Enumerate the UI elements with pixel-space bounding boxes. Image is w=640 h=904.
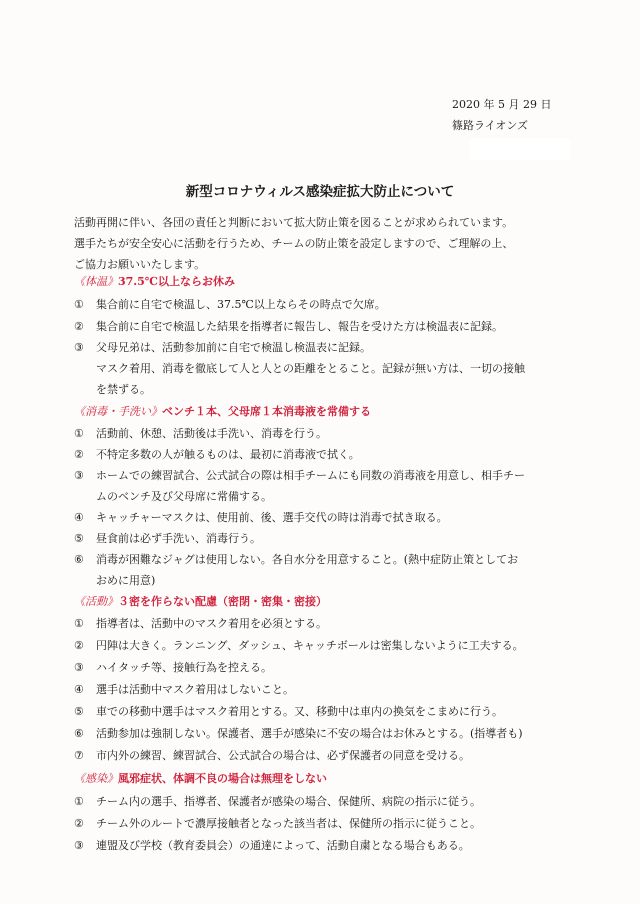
list-item: ④ キャッチャーマスクは、使用前、後、選手交代の時は消毒で拭き取る。 [74,511,448,524]
list-item: ② チーム外のルートで濃厚接触者となった該当者は、保健所の指示に従うこと。 [74,817,481,830]
list-item: ① 指導者は、活動中のマスク着用を必須とする。 [74,617,327,630]
section-tag: 《活動》 [74,595,118,608]
list-item: ② 集合前に自宅で検温した結果を指導者に報告し、報告を受けた方は検温表に記録。 [74,320,503,333]
list-item: ⑤ 昼食前は必ず手洗い、消毒行う。 [74,532,261,545]
list-item: ③ ハイタッチ等、接触行為を控える。 [74,661,272,674]
section-heading-temperature [74,273,235,289]
list-item: ③ 連盟及び学校（教育委員会）の通達によって、活動自粛となる場合もある。 [74,839,470,852]
section-heading-disinfection [74,403,371,419]
intro-line: 選手たちが安全安心に活動を行うため、チームの防止策を設定しますので、ご理解の上、 [74,237,514,250]
list-item-continued: を禁ずる。 [96,383,151,396]
section-heading-activity [74,593,327,609]
list-item-continued: ムのベンチ及び父母席に常備する。 [96,490,272,503]
section-title: ３密を作らない配慮（密閉・密集・密接） [118,595,327,608]
section-tag: 《感染》 [74,772,118,785]
section-tag: 《体温》 [74,275,118,288]
list-item: ① 活動前、休憩、活動後は手洗い、消毒を行う。 [74,427,327,440]
section-tag: 《消毒・手洗い》 [74,405,162,418]
list-item: ⑦ 市内外の練習、練習試合、公式試合の場合は、必ず保護者の同意を受ける。 [74,749,470,762]
list-item: ③ 父母兄弟は、活動参加前に自宅で検温し検温表に記録。 [74,341,371,354]
list-item: ⑥ 活動参加は強制しない。保護者、選手が感染に不安の場合はお休みとする。(指導者も) [74,727,523,740]
list-item: ① 集合前に自宅で検温し、37.5℃以上ならその時点で欠席。 [74,298,386,311]
section-title: 37.5℃以上ならお休み [118,275,235,288]
section-title: 風邪症状、体調不良の場合は無理をしない [118,772,327,785]
list-item: ⑥ 消毒が困難なジャグは使用しない。各自水分を用意すること。(熱中症防止策としてお [74,553,519,566]
intro-line: 活動再開に伴い、各団の責任と判断において拡大防止策を図ることが求められています。 [74,216,514,229]
organization-name: 篠路ライオンズ [452,119,529,132]
intro-paragraph [74,212,574,275]
section-title: ベンチ１本、父母席１本消毒液を常備する [162,405,371,418]
list-item: ③ ホームでの練習試合、公式試合の際は相手チームにも同数の消毒液を用意し、相手チー [74,469,525,482]
list-item: ② 不特定多数の人が触るものは、最初に消毒液で拭く。 [74,448,360,461]
document-date: 2020 年 5 月 29 日 [452,98,552,111]
list-item: ② 円陣は大きく。ランニング、ダッシュ、キャッチボールは密集しないように工夫する。 [74,639,524,652]
list-item: ④ 選手は活動中マスク着用はしないこと。 [74,683,294,696]
list-item: ① チーム内の選手、指導者、保護者が感染の場合、保健所、病院の指示に従う。 [74,795,481,808]
section-heading-infection [74,770,327,786]
list-item-continued: おめに用意) [96,574,156,587]
intro-line: ご協力お願いいたします。 [74,258,206,271]
document-title: 新型コロナウィルス感染症拡大防止について [185,184,455,200]
list-item-continued: マスク着用、消毒を徹底して人と人との距離をとること。記録が無い方は、一切の接触 [96,362,525,375]
list-item: ⑤ 車での移動中選手はマスク着用とする。又、移動中は車内の換気をこまめに行う。 [74,705,503,718]
redacted-area [470,138,570,160]
